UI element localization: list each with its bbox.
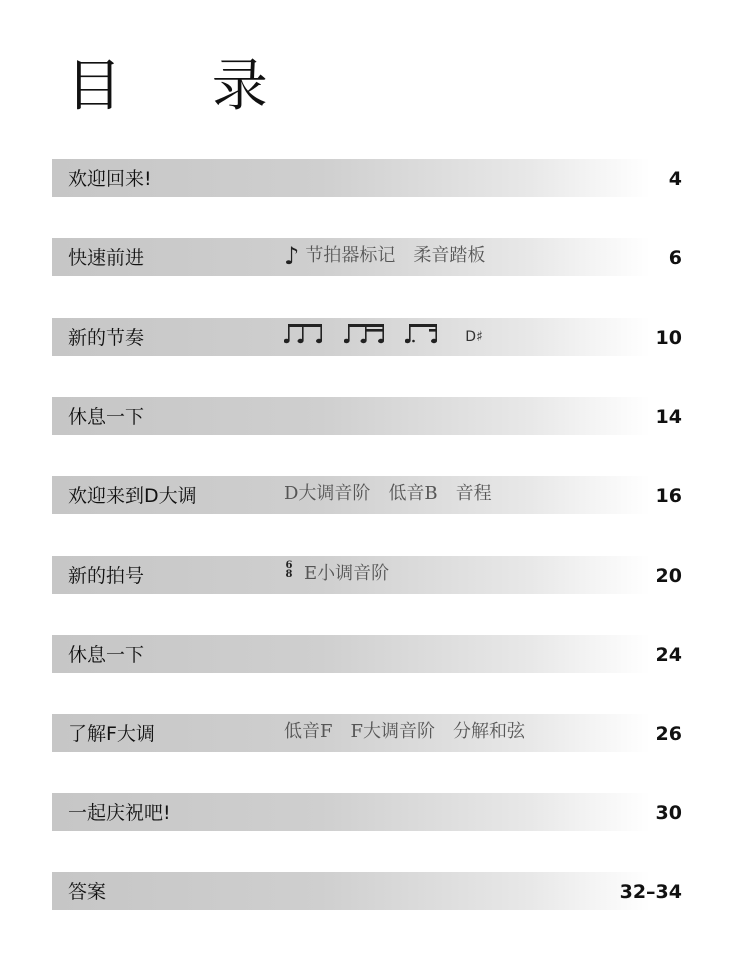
toc-row[interactable] [52, 793, 702, 831]
d-sharp-label: D♯ [465, 329, 483, 345]
page-number: 6 [668, 247, 682, 269]
page-number: 14 [655, 406, 682, 428]
toc-row[interactable] [52, 556, 702, 594]
time-signature-bottom: 8 [285, 569, 293, 580]
chapter-title: 欢迎来到D大调 [68, 485, 197, 507]
topic-list [284, 238, 503, 276]
dotted-eighth-sixteenth-rhythm-icon [405, 321, 439, 345]
page-number: 4 [668, 168, 682, 190]
chapter-title: 一起庆祝吧! [68, 802, 171, 824]
topic: 低音B [388, 483, 438, 504]
time-signature-top: 6 [285, 560, 293, 571]
topic: 分解和弦 [453, 721, 525, 742]
page-number: 10 [655, 327, 682, 349]
page-number: 26 [655, 723, 682, 745]
chapter-title: 新的节奏 [68, 327, 145, 349]
toc-row[interactable] [52, 159, 702, 197]
toc-row[interactable] [52, 397, 702, 435]
topic: 节拍器标记 [305, 245, 396, 266]
page-number: 20 [655, 565, 682, 587]
time-signature-icon [284, 561, 294, 579]
topic-list [284, 476, 510, 514]
topic-list [284, 318, 483, 356]
chapter-title: 欢迎回来! [68, 168, 152, 190]
eighth-note-icon: ♪ [284, 242, 300, 270]
page-number: 24 [655, 644, 682, 666]
topic: 低音F [284, 721, 333, 742]
toc-row[interactable] [52, 635, 702, 673]
topic: 柔音踏板 [413, 245, 486, 266]
chapter-title: 新的拍号 [68, 565, 145, 587]
page-number: 30 [655, 802, 682, 824]
chapter-title: 快速前进 [68, 247, 145, 269]
topic-list [284, 556, 407, 594]
page-number: 16 [655, 485, 682, 507]
chapter-title: 了解F大调 [68, 723, 155, 745]
toc-row[interactable] [52, 318, 702, 356]
triplet-rhythm-icon [284, 321, 324, 345]
eighth-two-sixteenths-rhythm-icon [344, 321, 386, 345]
page-number: 32–34 [619, 881, 682, 903]
chapter-title: 休息一下 [68, 644, 145, 666]
toc-row[interactable] [52, 238, 702, 276]
topic-list [284, 714, 543, 752]
topic: D大调音阶 [284, 483, 371, 504]
page-title: 目 录 [66, 54, 304, 119]
chapter-title: 休息一下 [68, 406, 145, 428]
toc-row[interactable] [52, 714, 702, 752]
toc-row[interactable] [52, 476, 702, 514]
row-bar [52, 872, 650, 910]
topic: E小调音阶 [304, 563, 390, 584]
topic: 音程 [455, 483, 492, 504]
toc-row[interactable] [52, 872, 702, 910]
topic: F大调音阶 [350, 721, 435, 742]
chapter-title: 答案 [68, 881, 107, 903]
